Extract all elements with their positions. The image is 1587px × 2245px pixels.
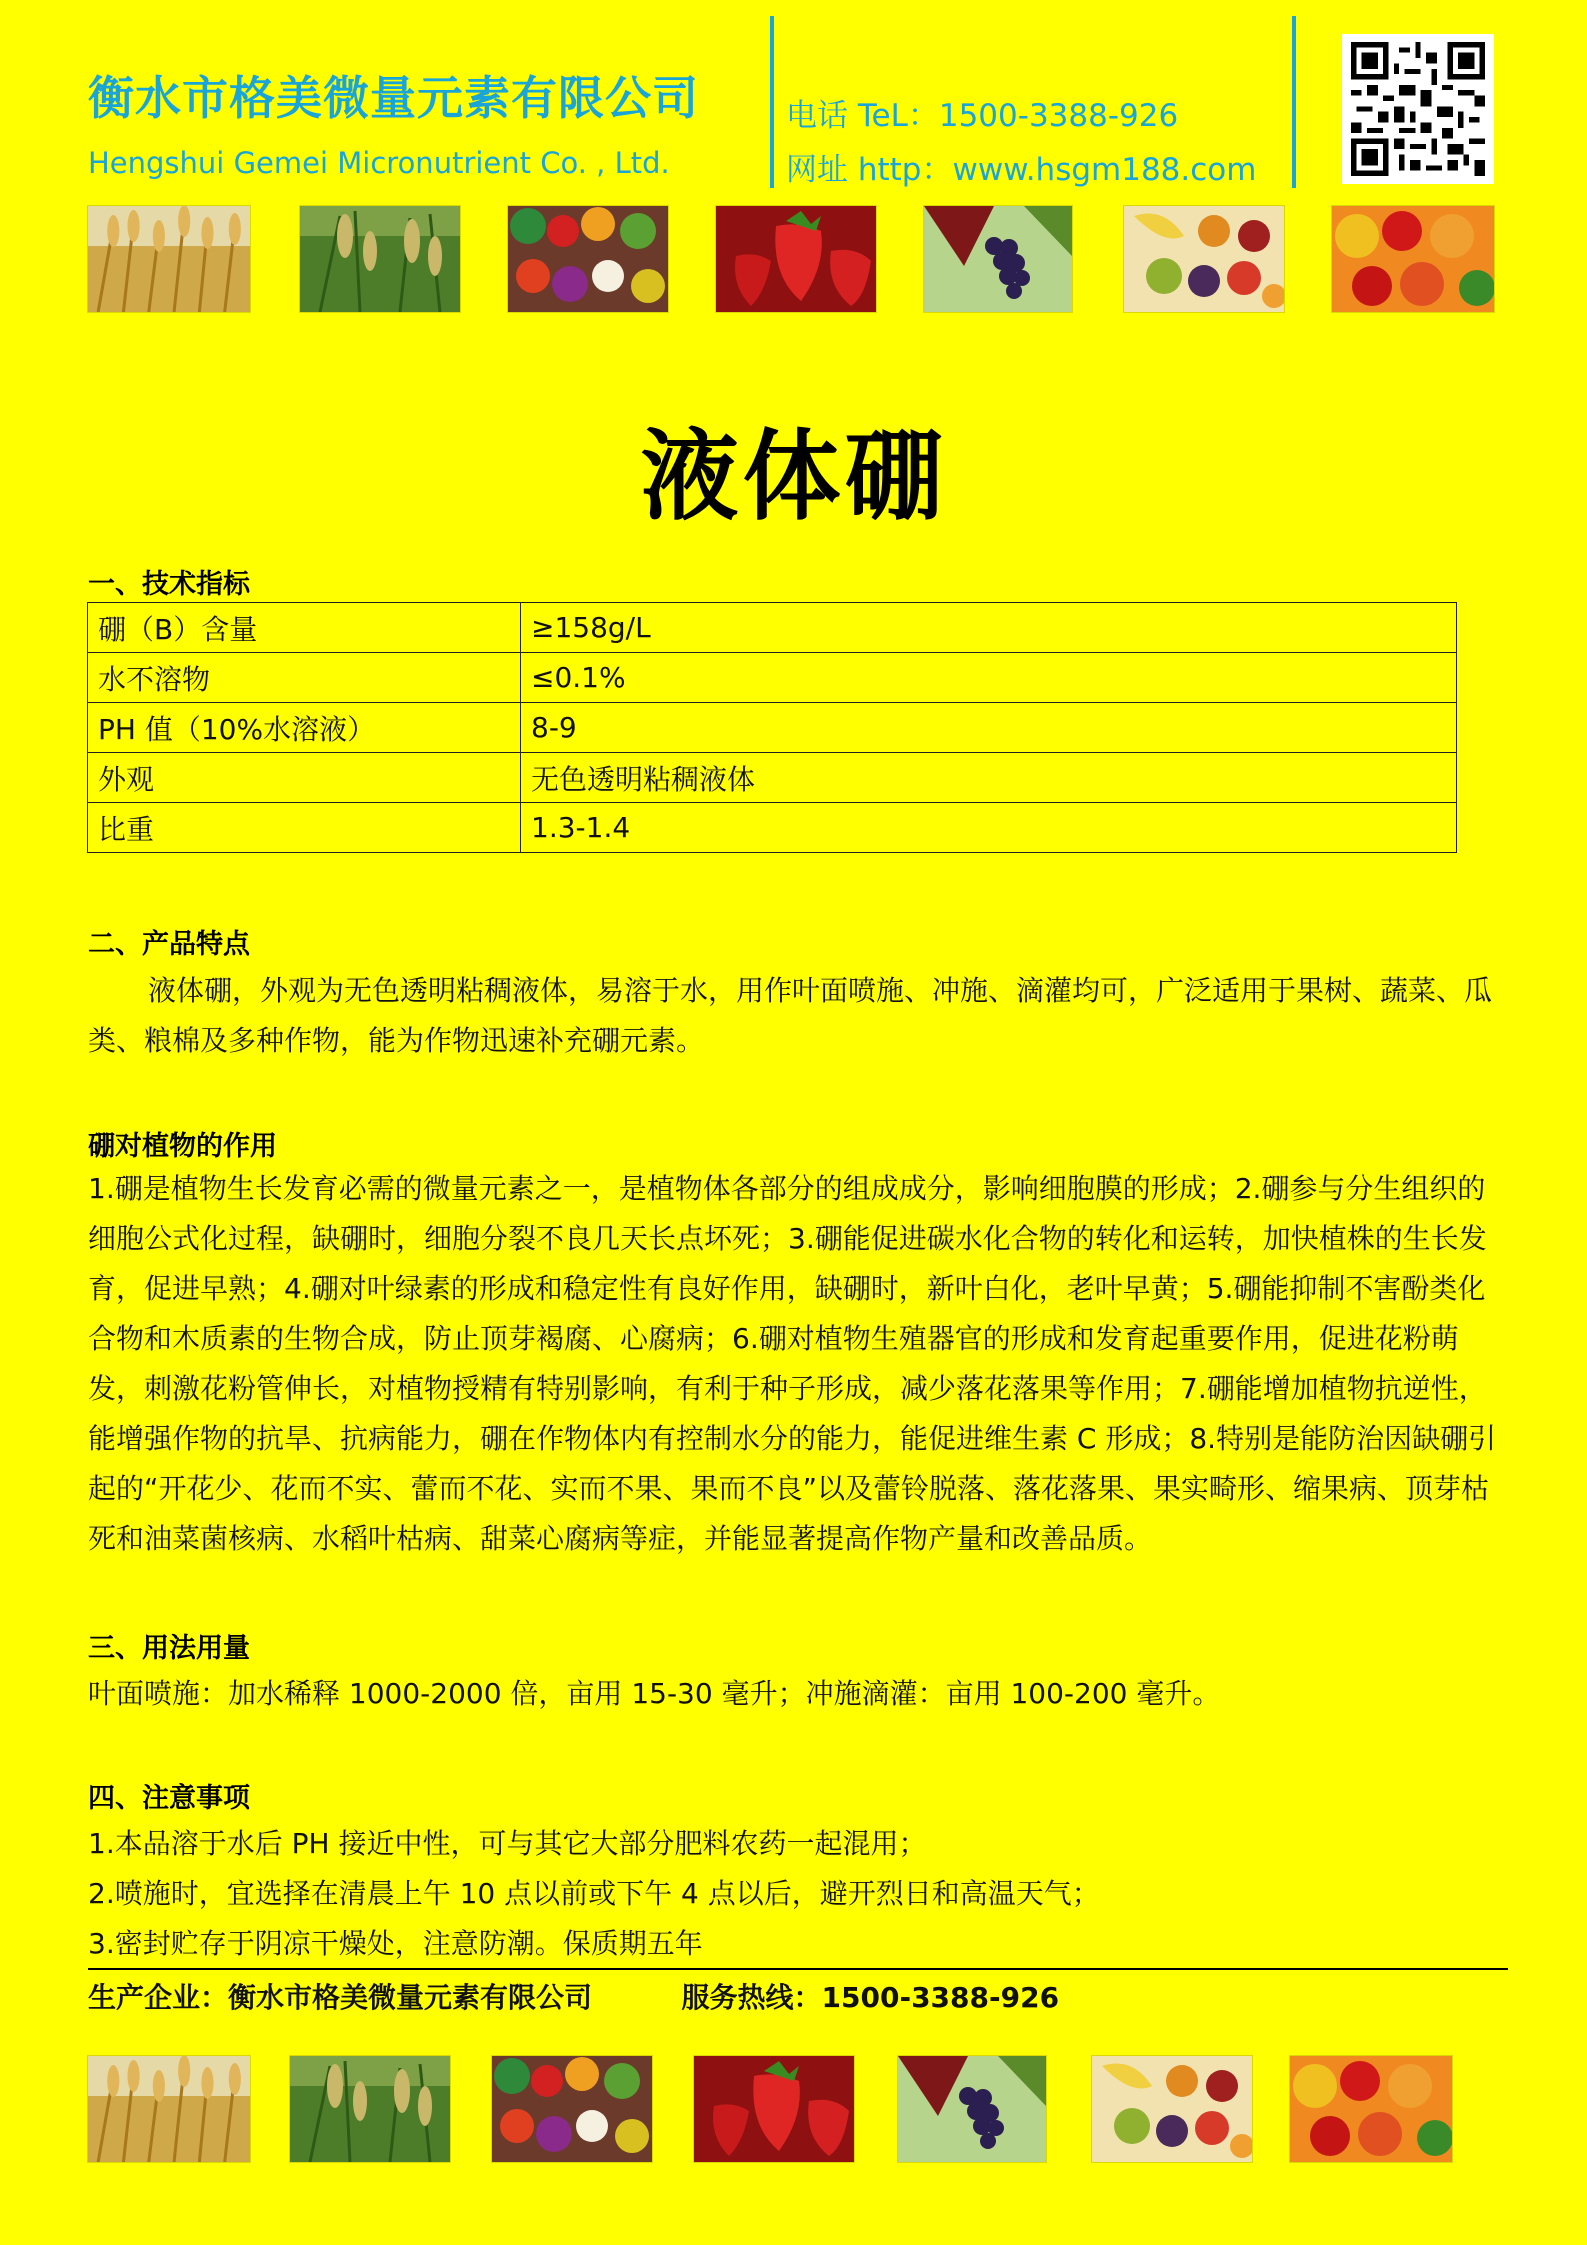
phone-text: 电话 TeL：1500-3388-926 <box>786 98 1179 134</box>
note-item: 2.喷施时，宜选择在清晨上午 10 点以前或下午 4 点以后，避开烈日和高温天气； <box>88 1877 1100 1910</box>
page-title: 液体硼 <box>640 420 947 534</box>
spec-key: 外观 <box>88 753 521 803</box>
fruit-basket-photo-icon <box>1092 2056 1252 2162</box>
divider-left <box>770 16 774 188</box>
rice-photo-icon <box>290 2056 450 2162</box>
divider-right <box>1292 16 1296 188</box>
wheat-photo-icon <box>88 2056 250 2162</box>
section-heading-notes: 四、注意事项 <box>88 1783 250 1814</box>
usage-text: 叶面喷施：加水稀释 1000-2000 倍，亩用 15-30 毫升；冲施滴灌：亩用 100-200 毫升。 <box>88 1677 1221 1710</box>
company-name-cn: 衡水市格美微量元素有限公司 <box>88 71 699 125</box>
fruit-basket-photo-icon <box>1124 206 1284 312</box>
producer-text: 生产企业：衡水市格美微量元素有限公司 <box>88 1981 593 2014</box>
footer-info <box>88 1976 1059 2016</box>
mixed-fruit-photo-icon <box>1290 2056 1452 2162</box>
section-heading-usage: 三、用法用量 <box>88 1633 250 1664</box>
section-heading-features: 二、产品特点 <box>88 929 250 960</box>
strawberries-photo-icon <box>716 206 876 312</box>
footer-rule <box>88 1968 1508 1970</box>
wheat-photo-icon <box>88 206 250 312</box>
header <box>0 0 1587 200</box>
features-paragraph: 液体硼，外观为无色透明粘稠液体，易溶于水，用作叶面喷施、冲施、滴灌均可，广泛适用于果树、蔬菜、瓜类、粮棉及多种作物，能为作物迅速补充硼元素。 <box>88 974 1493 1057</box>
spec-key: PH 值（10%水溶液） <box>88 703 521 753</box>
note-item: 3.密封贮存于阴凉干燥处，注意防潮。保质期五年 <box>88 1927 703 1960</box>
grapes-photo-icon <box>924 206 1072 312</box>
table-row <box>88 753 1457 803</box>
spec-value: 无色透明粘稠液体 <box>521 753 1457 803</box>
table-row <box>88 803 1457 853</box>
section-heading-specs: 一、技术指标 <box>88 569 250 600</box>
table-row <box>88 703 1457 753</box>
grapes-photo-icon <box>898 2056 1046 2162</box>
website-link[interactable]: 网址 http：www.hsgm188.com <box>786 152 1257 188</box>
rice-photo-icon <box>300 206 460 312</box>
boron-paragraph: 1.硼是植物生长发育必需的微量元素之一，是植物体各部分的组成成分，影响细胞膜的形成；2.硼参与分生组织的细胞公式化过程，缺硼时，细胞分裂不良几天长点坏死；3.硼能促进碳水化合物的转化和运转，加快植株的生长发育，促进早熟；4.硼对叶绿素的形成和稳定性有良好作用，缺硼时，新叶白化，老叶早黄；5.硼能抑制不害酚类化合物和木质素的生物合成，防止顶芽褐腐、心腐病；6.硼对植物生殖器官的形成和发育起重要作用，促进花粉萌发，刺激花粉管伸长，对植物授精有特别影响，有利于种子形成，减少落花落果等作用；7.硼能增加植物抗逆性，能增强作物的抗旱、抗病能力，硼在作物体内有控制水分的能力，能促进维生素 C 形成；8.特别是能防治因缺硼引起的“开花少、花而不实、蕾而不花、实而不果、果而不良”以及蕾铃脱落、落花落果、果实畸形、缩果病、顶芽枯死和油菜菌核病、水稻叶枯病、甜菜心腐病等症，并能显著提高作物产量和改善品质。 <box>88 1172 1497 1555</box>
photo-strip-top <box>0 206 1587 314</box>
spec-key: 硼（B）含量 <box>88 603 521 653</box>
hotline-text: 服务热线：1500-3388-926 <box>681 1981 1060 2014</box>
vegetables-photo-icon <box>508 206 668 312</box>
spec-key: 水不溶物 <box>88 653 521 703</box>
strawberries-photo-icon <box>694 2056 854 2162</box>
vegetables-photo-icon <box>492 2056 652 2162</box>
table-row <box>88 603 1457 653</box>
table-row <box>88 653 1457 703</box>
photo-strip-bottom <box>0 2056 1587 2164</box>
spec-value: 8-9 <box>521 703 1457 753</box>
note-item: 1.本品溶于水后 PH 接近中性，可与其它大部分肥料农药一起混用； <box>88 1827 927 1860</box>
qr-code-icon <box>1342 34 1494 184</box>
spec-value: 1.3-1.4 <box>521 803 1457 853</box>
spec-value: ≥158g/L <box>521 603 1457 653</box>
spec-table <box>87 602 1457 853</box>
section-heading-boron: 硼对植物的作用 <box>88 1131 277 1162</box>
spec-value: ≤0.1% <box>521 653 1457 703</box>
mixed-fruit-photo-icon <box>1332 206 1494 312</box>
company-name-en: Hengshui Gemei Micronutrient Co. , Ltd. <box>88 146 670 180</box>
spec-key: 比重 <box>88 803 521 853</box>
